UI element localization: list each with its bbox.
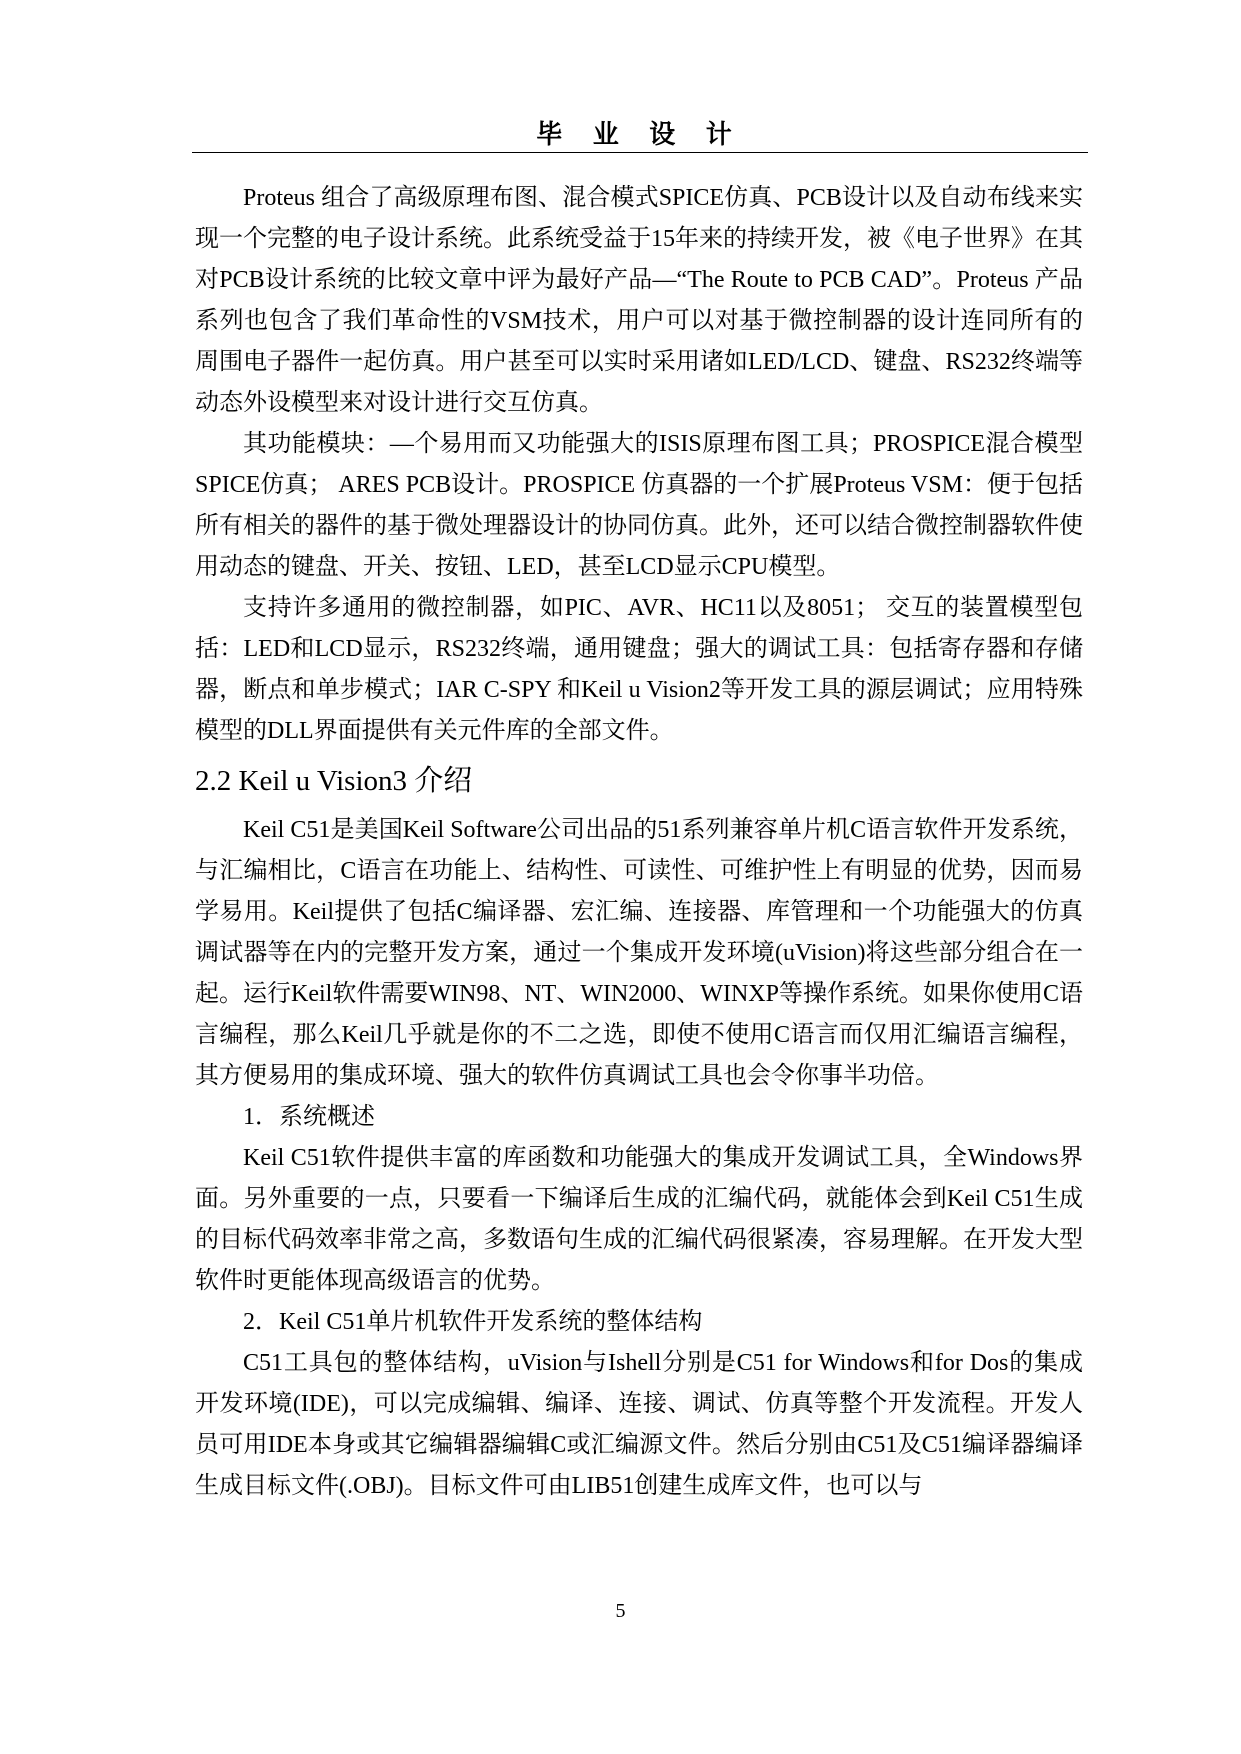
- paragraph-function-modules: 其功能模块：—个易用而又功能强大的ISIS原理布图工具；PROSPICE混合模型SPICE仿真； ARES PCB设计。PROSPICE 仿真器的一个扩展Proteus VSM：便于包括所有相关的器件的基于微处理器设计的协同仿真。此外，还可以结合微控制器软件使用动态的键盘、开关、按钮、LED，甚至LCD显示CPU模型。: [195, 431, 1083, 580]
- paragraph-proteus-intro: Proteus 组合了高级原理布图、混合模式SPICE仿真、PCB设计以及自动布线来实现一个完整的电子设计系统。此系统受益于15年来的持续开发，被《电子世界》在其对PCB设计系统的比较文章中评为最好产品—“The Route to PCB CAD”。Proteus 产品系列也包含了我们革命性的VSM技术，用户可以对基于微控制器的设计连同所有的周围电子器件一起仿真。用户甚至可以实时采用诸如LED/LCD、键盘、RS232终端等动态外设模型来对设计进行交互仿真。: [195, 185, 1083, 416]
- paragraph-microcontroller-support: 支持许多通用的微控制器，如PIC、AVR、HC11以及8051； 交互的装置模型包括：LED和LCD显示，RS232终端，通用键盘；强大的调试工具：包括寄存器和存储器，断点和单步模式；IAR C-SPY 和Keil u Vision2等开发工具的源层调试；应用特殊模型的DLL界面提供有关元件库的全部文件。: [195, 595, 1083, 744]
- paragraph-keil-intro: Keil C51是美国Keil Software公司出品的51系列兼容单片机C语言软件开发系统，与汇编相比，C语言在功能上、结构性、可读性、可维护性上有明显的优势，因而易学易用。Keil提供了包括C编译器、宏汇编、连接器、库管理和一个功能强大的仿真调试器等在内的完整开发方案，通过一个集成开发环境(uVision)将这些部分组合在一起。运行Keil软件需要WIN98、NT、WIN2000、WINXP等操作系统。如果你使用C语言编程，那么Keil几乎就是你的不二之选，即使不使用C语言而仅用汇编语言编程，其方便易用的集成环境、强大的软件仿真调试工具也会令你事半功倍。: [195, 817, 1083, 1089]
- page-header-title: 毕 业 设 计: [536, 120, 744, 149]
- subheading-structure: 2．Keil C51单片机软件开发系统的整体结构: [243, 1309, 703, 1335]
- document-body: [195, 178, 1083, 1507]
- paragraph-system-overview: Keil C51软件提供丰富的库函数和功能强大的集成开发调试工具，全Windows界面。另外重要的一点，只要看一下编译后生成的汇编代码，就能体会到Keil C51生成的目标代码效率非常之高，多数语句生成的汇编代码很紧凑，容易理解。在开发大型软件时更能体现高级语言的优势。: [195, 1145, 1083, 1294]
- section-heading: 2.2 Keil u Vision3 介绍: [195, 765, 473, 797]
- header-divider: [192, 152, 1088, 153]
- paragraph-structure: C51工具包的整体结构，uVision与Ishell分别是C51 for Windows和for Dos的集成开发环境(IDE)，可以完成编辑、编译、连接、调试、仿真等整个开发流程。开发人员可用IDE本身或其它编辑器编辑C或汇编源文件。然后分别由C51及C51编译器编译生成目标文件(.OBJ)。目标文件可由LIB51创建生成库文件，也可以与: [195, 1350, 1083, 1499]
- page-number: 5: [615, 1600, 626, 1622]
- subheading-system-overview: 1．系统概述: [243, 1104, 375, 1130]
